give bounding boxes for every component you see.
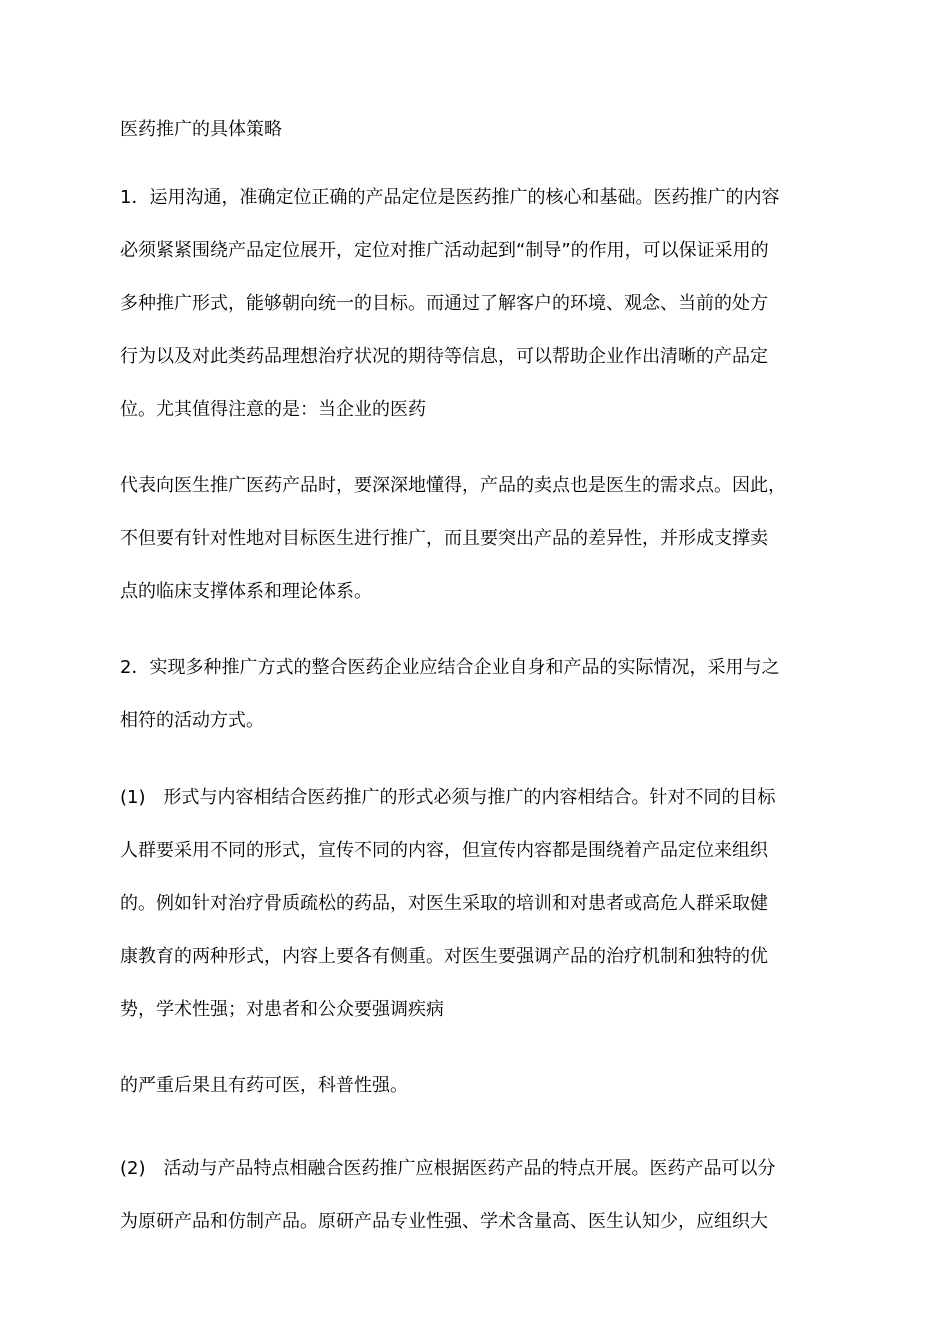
paragraph-line: 代表向医生推广医药产品时，要深深地懂得，产品的卖点也是医生的需求点。因此， (120, 475, 786, 496)
paragraph-line: 2．实现多种推广方式的整合医药企业应结合企业自身和产品的实际情况，采用与之 (120, 657, 780, 678)
paragraph-line: 的。例如针对治疗骨质疏松的药品，对医生采取的培训和对患者或高危人群采取健 (120, 893, 768, 914)
paragraph-line: 为原研产品和仿制产品。原研产品专业性强、学术含量高、医生认知少，应组织大 (120, 1211, 768, 1232)
paragraph-line: 行为以及对此类药品理想治疗状况的期待等信息，可以帮助企业作出清晰的产品定 (120, 346, 768, 367)
paragraph-line: 点的临床支撑体系和理论体系。 (120, 581, 372, 602)
paragraph-line: 相符的活动方式。 (120, 710, 264, 731)
paragraph-line: 位。尤其值得注意的是：当企业的医药 (120, 399, 426, 420)
paragraph-line: 康教育的两种形式，内容上要各有侧重。对医生要强调产品的治疗机制和独特的优 (120, 946, 768, 967)
paragraph-line: (2) 活动与产品特点相融合医药推广应根据医药产品的特点开展。医药产品可以分 (120, 1158, 776, 1179)
document-title: 医药推广的具体策略 (120, 119, 282, 140)
paragraph-line: 多种推广形式，能够朝向统一的目标。而通过了解客户的环境、观念、当前的处方 (120, 293, 768, 314)
paragraph-line: 必须紧紧围绕产品定位展开，定位对推广活动起到“制导”的作用，可以保证采用的 (120, 240, 769, 261)
paragraph-line: 不但要有针对性地对目标医生进行推广，而且要突出产品的差异性，并形成支撑卖 (120, 528, 768, 549)
paragraph-line: (1) 形式与内容相结合医药推广的形式必须与推广的内容相结合。针对不同的目标 (120, 787, 776, 808)
paragraph-line: 人群要采用不同的形式，宣传不同的内容，但宣传内容都是围绕着产品定位来组织 (120, 840, 768, 861)
paragraph-line: 1．运用沟通，准确定位正确的产品定位是医药推广的核心和基础。医药推广的内容 (120, 187, 780, 208)
paragraph-line: 势，学术性强；对患者和公众要强调疾病 (120, 999, 444, 1020)
paragraph-line: 的严重后果且有药可医，科普性强。 (120, 1075, 408, 1096)
